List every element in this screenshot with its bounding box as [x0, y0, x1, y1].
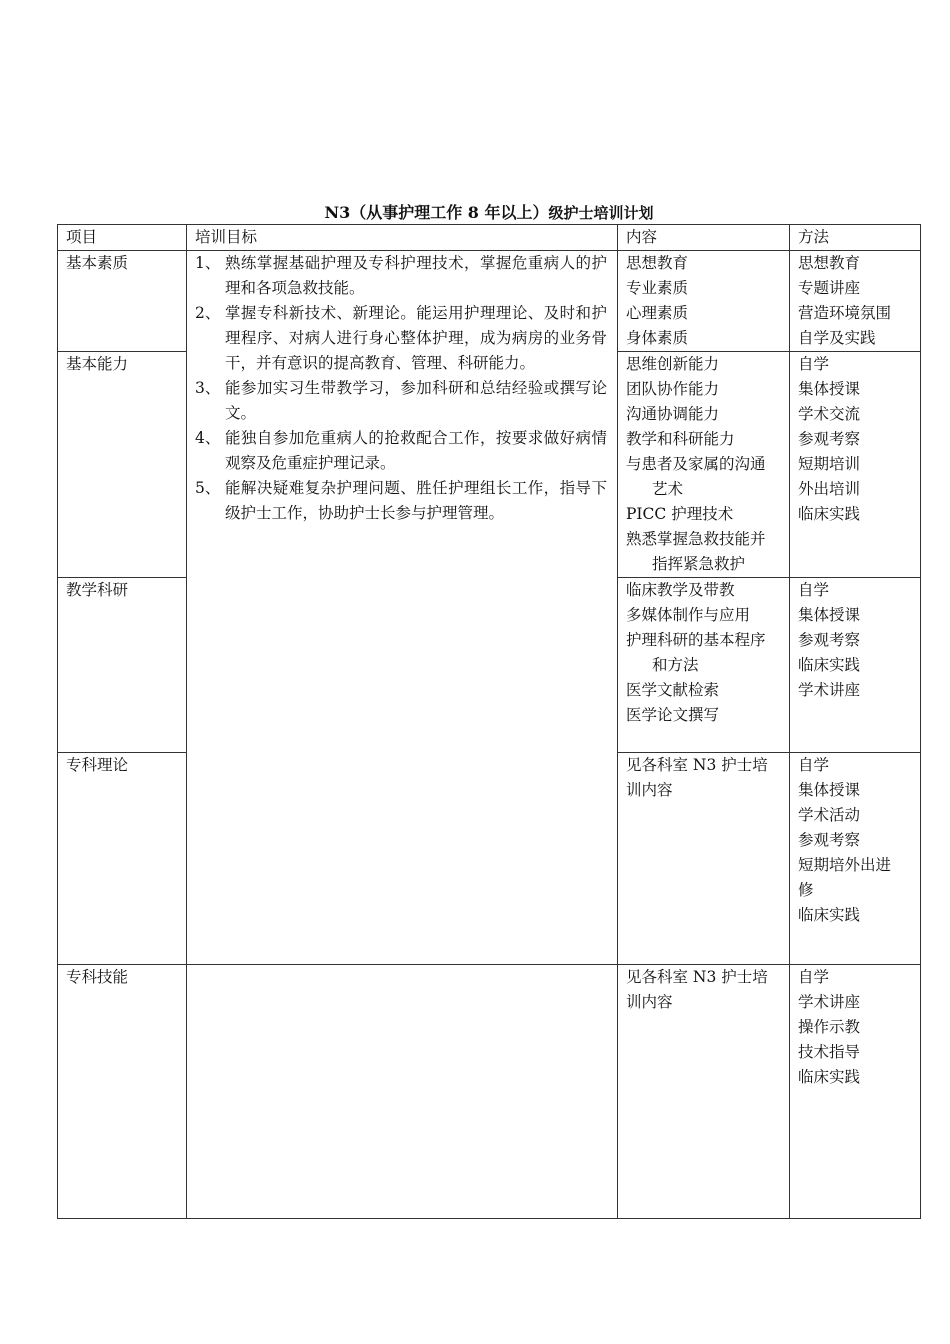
methods-cell: 自学 集体授课 学术活动 参观考察 短期培外出进 修 临床实践: [790, 753, 921, 965]
methods-cell: 自学 集体授课 学术交流 参观考察 短期培训 外出培训 临床实践: [790, 352, 921, 578]
goals-list: [195, 251, 609, 526]
row-item: 专科理论: [58, 753, 187, 965]
header-content: 内容: [618, 225, 790, 251]
row-item: 教学科研: [58, 578, 187, 753]
goal-item: 3、 能参加实习生带教学习，参加科研和总结经验或撰写论文。: [195, 379, 607, 422]
methods-cell: 自学 学术讲座 操作示教 技术指导 临床实践: [790, 965, 921, 1219]
title-suffix: 级护士培训计划: [548, 204, 654, 222]
goals-cell-empty: [187, 965, 618, 1219]
content-cell: 思维创新能力 团队协作能力 沟通协调能力 教学和科研能力 与患者及家属的沟通 艺术 PICC 护理技术 熟悉掌握急救技能并 指挥紧急救护: [618, 352, 790, 578]
content-cell: 见各科室 N3 护士培 训内容: [618, 753, 790, 965]
methods-cell: 自学 集体授课 参观考察 临床实践 学术讲座: [790, 578, 921, 753]
title-main: N3（从事护理工作 8 年以上）: [324, 203, 549, 222]
content-cell: 临床教学及带教 多媒体制作与应用 护理科研的基本程序 和方法 医学文献检索 医学论文撰写: [618, 578, 790, 753]
table-row: [58, 251, 921, 352]
goal-item: 2、 掌握专科新技术、新理论。能运用护理理论、及时和护理程序、对病人进行身心整体护理，成为病房的业务骨干，并有意识的提高教育、管理、科研能力。: [195, 304, 607, 372]
table-row: [58, 965, 921, 1219]
header-methods: 方法: [790, 225, 921, 251]
document-title: [58, 200, 920, 223]
goal-item: 5、 能解决疑难复杂护理问题、胜任护理组长工作，指导下级护士工作，协助护士长参与护理管理。: [195, 479, 607, 522]
row-item: 基本能力: [58, 352, 187, 578]
row-item: 专科技能: [58, 965, 187, 1219]
table-header-row: [58, 225, 921, 251]
content-cell: 见各科室 N3 护士培 训内容: [618, 965, 790, 1219]
training-plan-table: [57, 224, 921, 1219]
goals-cell: [187, 251, 618, 965]
content-cell: 思想教育 专业素质 心理素质 身体素质: [618, 251, 790, 352]
header-goals: 培训目标: [187, 225, 618, 251]
goal-item: 4、 能独自参加危重病人的抢救配合工作，按要求做好病情观察及危重症护理记录。: [195, 429, 607, 472]
header-item: 项目: [58, 225, 187, 251]
row-item: 基本素质: [58, 251, 187, 352]
methods-cell: 思想教育 专题讲座 营造环境氛围 自学及实践: [790, 251, 921, 352]
goal-item: 1、 熟练掌握基础护理及专科护理技术，掌握危重病人的护理和各项急救技能。: [195, 254, 607, 297]
